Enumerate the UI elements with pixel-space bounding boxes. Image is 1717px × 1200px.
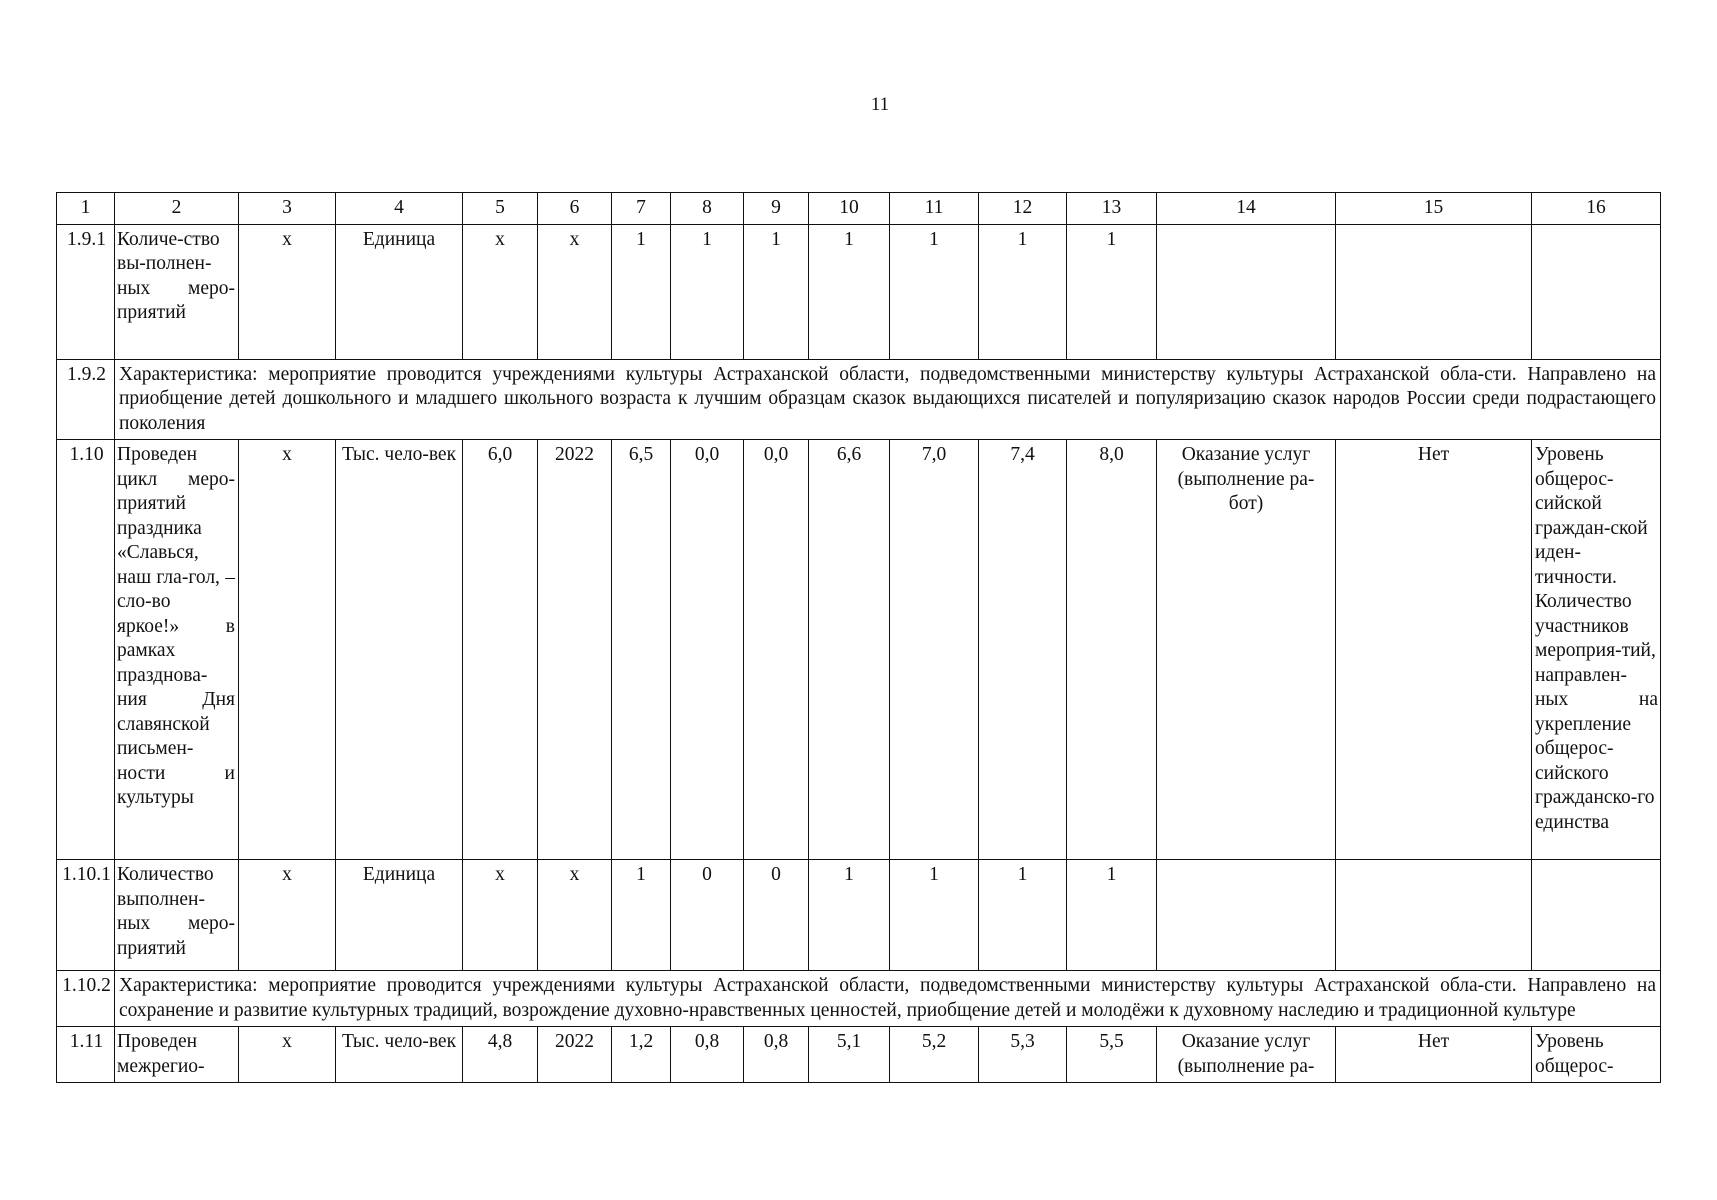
table-cell: Нет <box>1336 1027 1532 1083</box>
header-row <box>57 193 1661 225</box>
service-type-cell: Оказание услуг (выполнение ра-бот) <box>1157 440 1336 860</box>
header-cell: 13 <box>1067 193 1157 225</box>
unit-cell: Тыс. чело-век <box>336 440 463 860</box>
row-index: 1.9.2 <box>57 359 115 440</box>
table-cell: 0,8 <box>671 1027 744 1083</box>
table-cell: х <box>538 860 612 971</box>
table-cell: х <box>538 224 612 359</box>
table-row-1-9-1 <box>57 224 1661 359</box>
table-cell: 0 <box>744 860 809 971</box>
row-index: 1.10.2 <box>57 971 115 1027</box>
page-number: 11 <box>870 94 890 115</box>
table-cell: 0,0 <box>671 440 744 860</box>
unit-cell: Единица <box>336 224 463 359</box>
table-cell: 7,4 <box>979 440 1067 860</box>
table-row-1-9-2 <box>57 359 1661 440</box>
table-cell: 1 <box>890 224 979 359</box>
indicator-name: Количество выполнен-ных меро-приятий <box>115 860 239 971</box>
table-cell <box>1532 224 1661 359</box>
header-cell: 9 <box>744 193 809 225</box>
table-cell: 4,8 <box>463 1027 538 1083</box>
table-cell: х <box>239 1027 336 1083</box>
table-cell <box>1157 224 1336 359</box>
table-cell: 1 <box>979 860 1067 971</box>
table-cell: 1 <box>1067 860 1157 971</box>
header-cell: 11 <box>890 193 979 225</box>
table-row-1-11 <box>57 1027 1661 1083</box>
header-cell: 14 <box>1157 193 1336 225</box>
indicators-table <box>56 192 1661 1083</box>
table-cell: 1 <box>1067 224 1157 359</box>
unit-cell: Единица <box>336 860 463 971</box>
table-cell: 1 <box>612 224 671 359</box>
table-cell: 2022 <box>538 440 612 860</box>
table-cell: х <box>463 224 538 359</box>
table-cell: 1 <box>809 224 890 359</box>
row-index: 1.9.1 <box>57 224 115 359</box>
table-cell: 7,0 <box>890 440 979 860</box>
row-index: 1.10 <box>57 440 115 860</box>
header-cell: 6 <box>538 193 612 225</box>
row-index: 1.10.1 <box>57 860 115 971</box>
table-cell: 1,2 <box>612 1027 671 1083</box>
unit-cell: Тыс. чело-век <box>336 1027 463 1083</box>
table-cell: 5,5 <box>1067 1027 1157 1083</box>
table-cell: 1 <box>744 224 809 359</box>
goal-indicator-cell: Уровень общерос-сийской граждан-ской иден-тичности. Количество участников мероприя-тий, направлен-ных на укрепление общерос-сийского гражданско-го единства <box>1532 440 1661 860</box>
header-cell: 5 <box>463 193 538 225</box>
table-cell: 2022 <box>538 1027 612 1083</box>
characteristic-text: Характеристика: мероприятие проводится учреждениями культуры Астраханской области, подведомственными министерству культуры Астраханской обла-сти. Направлено на сохранение и развитие культурных традиций, возрождение духовно-нравственных ценностей, приобщение детей и молодёжи к духовному наследию и традиционной культуре <box>115 971 1661 1027</box>
table-cell: х <box>239 224 336 359</box>
goal-indicator-cell: Уровень общерос- <box>1532 1027 1661 1083</box>
indicator-name: Количе-ство вы-полнен-ных меро-приятий <box>115 224 239 359</box>
table-cell <box>1157 860 1336 971</box>
table-cell: 0 <box>671 860 744 971</box>
table-cell: 5,2 <box>890 1027 979 1083</box>
table-row-1-10-2 <box>57 971 1661 1027</box>
header-cell: 8 <box>671 193 744 225</box>
table-cell: 0,0 <box>744 440 809 860</box>
header-cell: 7 <box>612 193 671 225</box>
table-cell: 0,8 <box>744 1027 809 1083</box>
table-cell: х <box>463 860 538 971</box>
table-cell: 1 <box>979 224 1067 359</box>
table-cell: 1 <box>890 860 979 971</box>
table-cell: х <box>239 860 336 971</box>
table-cell: х <box>239 440 336 860</box>
header-cell: 16 <box>1532 193 1661 225</box>
indicator-name: Проведен цикл меро-приятий праздника «Славься, наш гла-гол, – сло-во яркое!» в рамках празднова-ния Дня славянской письмен-ности и культуры <box>115 440 239 860</box>
table-cell: 1 <box>612 860 671 971</box>
table-row-1-10-1 <box>57 860 1661 971</box>
header-cell: 2 <box>115 193 239 225</box>
header-cell: 15 <box>1336 193 1532 225</box>
table-cell: 1 <box>671 224 744 359</box>
table-cell: 8,0 <box>1067 440 1157 860</box>
header-cell: 12 <box>979 193 1067 225</box>
table-cell: 6,5 <box>612 440 671 860</box>
table-cell: 6,6 <box>809 440 890 860</box>
service-type-cell: Оказание услуг (выполнение ра- <box>1157 1027 1336 1083</box>
row-index: 1.11 <box>57 1027 115 1083</box>
table-cell: 5,1 <box>809 1027 890 1083</box>
table-cell: 6,0 <box>463 440 538 860</box>
table-cell: 5,3 <box>979 1027 1067 1083</box>
indicator-name: Проведен межрегио- <box>115 1027 239 1083</box>
characteristic-text: Характеристика: мероприятие проводится учреждениями культуры Астраханской области, подведомственными министерству культуры Астраханской обла-сти. Направлено на приобщение детей дошкольного и младшего школьного возраста к лучшим образцам сказок выдающихся писателей и популяризацию сказок народов России среди подрастающего поколения <box>115 359 1661 440</box>
header-cell: 10 <box>809 193 890 225</box>
table-cell <box>1336 860 1532 971</box>
table-cell <box>1532 860 1661 971</box>
header-cell: 4 <box>336 193 463 225</box>
table-cell: Нет <box>1336 440 1532 860</box>
table-row-1-10 <box>57 440 1661 860</box>
header-cell: 1 <box>57 193 115 225</box>
header-cell: 3 <box>239 193 336 225</box>
table-cell <box>1336 224 1532 359</box>
table-cell: 1 <box>809 860 890 971</box>
